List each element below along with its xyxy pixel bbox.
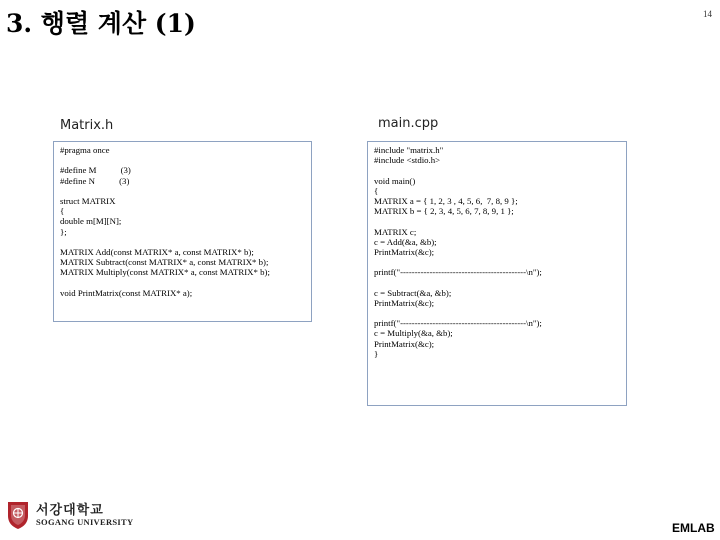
- main-cpp-code-line: MATRIX a = { 1, 2, 3 , 4, 5, 6, 7, 8, 9 };: [374, 195, 518, 206]
- matrix-h-code-panel: [53, 141, 312, 322]
- matrix-h-code-line: [60, 186, 305, 196]
- slide-title: 3. 행렬 계산 (1): [6, 9, 196, 38]
- main-cpp-code-line: #include <stdio.h>: [374, 155, 441, 166]
- matrix-h-code-line: #pragma once: [60, 145, 110, 155]
- sogang-emblem-icon: [6, 500, 30, 530]
- main-cpp-code-line: [374, 216, 620, 226]
- main-cpp-code-panel: [367, 141, 627, 406]
- main-cpp-code-line: }: [374, 348, 379, 359]
- matrix-h-code-line: double m[M][N];: [60, 216, 122, 227]
- page-number: 14: [703, 9, 712, 19]
- matrix-h-code-line: struct MATRIX: [60, 195, 116, 206]
- main-cpp-code-line: void main(): [374, 175, 416, 186]
- matrix-h-code-line: MATRIX Multiply(const MATRIX* a, const MATRIX* b);: [60, 267, 270, 278]
- lab-name: EMLAB: [672, 521, 715, 535]
- main-cpp-code-line: {: [374, 185, 379, 196]
- main-cpp-code-line: c = Add(&a, &b);: [374, 236, 437, 247]
- main-cpp-code-line: c = Multiply(&a, &b);: [374, 328, 453, 339]
- matrix-h-code-line: [60, 237, 305, 247]
- main-cpp-code-line: MATRIX c;: [374, 226, 417, 237]
- main-cpp-code-line: c = Subtract(&a, &b);: [374, 287, 452, 298]
- main-cpp-code-line: PrintMatrix(&c);: [374, 338, 435, 349]
- main-cpp-code-line: MATRIX b = { 2, 3, 4, 5, 6, 7, 8, 9, 1 };: [374, 206, 514, 217]
- matrix-h-code-line: };: [60, 226, 67, 237]
- main-cpp-code-line: PrintMatrix(&c);: [374, 297, 435, 308]
- main-cpp-code-line: PrintMatrix(&c);: [374, 246, 435, 257]
- university-name-english: SOGANG UNIVERSITY: [36, 517, 134, 527]
- matrix-h-code-line: MATRIX Add(const MATRIX* a, const MATRIX* b);: [60, 246, 254, 257]
- matrix-h-code-line: #define N (3): [60, 175, 130, 186]
- main-cpp-code-line: [374, 308, 620, 318]
- matrix-h-code-line: #define M (3): [60, 165, 131, 176]
- main-cpp-label: main.cpp: [378, 116, 439, 131]
- matrix-h-code-line: [60, 277, 305, 287]
- main-cpp-code-line: [374, 277, 620, 287]
- matrix-h-code-line: [60, 155, 305, 165]
- main-cpp-code-line: printf("-------------------------------------------\n");: [374, 318, 542, 329]
- university-name-korean: 서강대학교: [36, 503, 104, 518]
- matrix-h-code-line: {: [60, 206, 65, 217]
- matrix-h-code-line: MATRIX Subtract(const MATRIX* a, const MATRIX* b);: [60, 257, 269, 268]
- main-cpp-code-line: #include "matrix.h": [374, 145, 444, 155]
- university-logo: [6, 500, 134, 532]
- matrix-h-label: Matrix.h: [60, 118, 114, 133]
- main-cpp-code-line: [374, 257, 620, 267]
- main-cpp-code-line: [374, 165, 620, 175]
- main-cpp-code-line: printf("-------------------------------------------\n");: [374, 267, 542, 278]
- matrix-h-code-line: void PrintMatrix(const MATRIX* a);: [60, 287, 193, 298]
